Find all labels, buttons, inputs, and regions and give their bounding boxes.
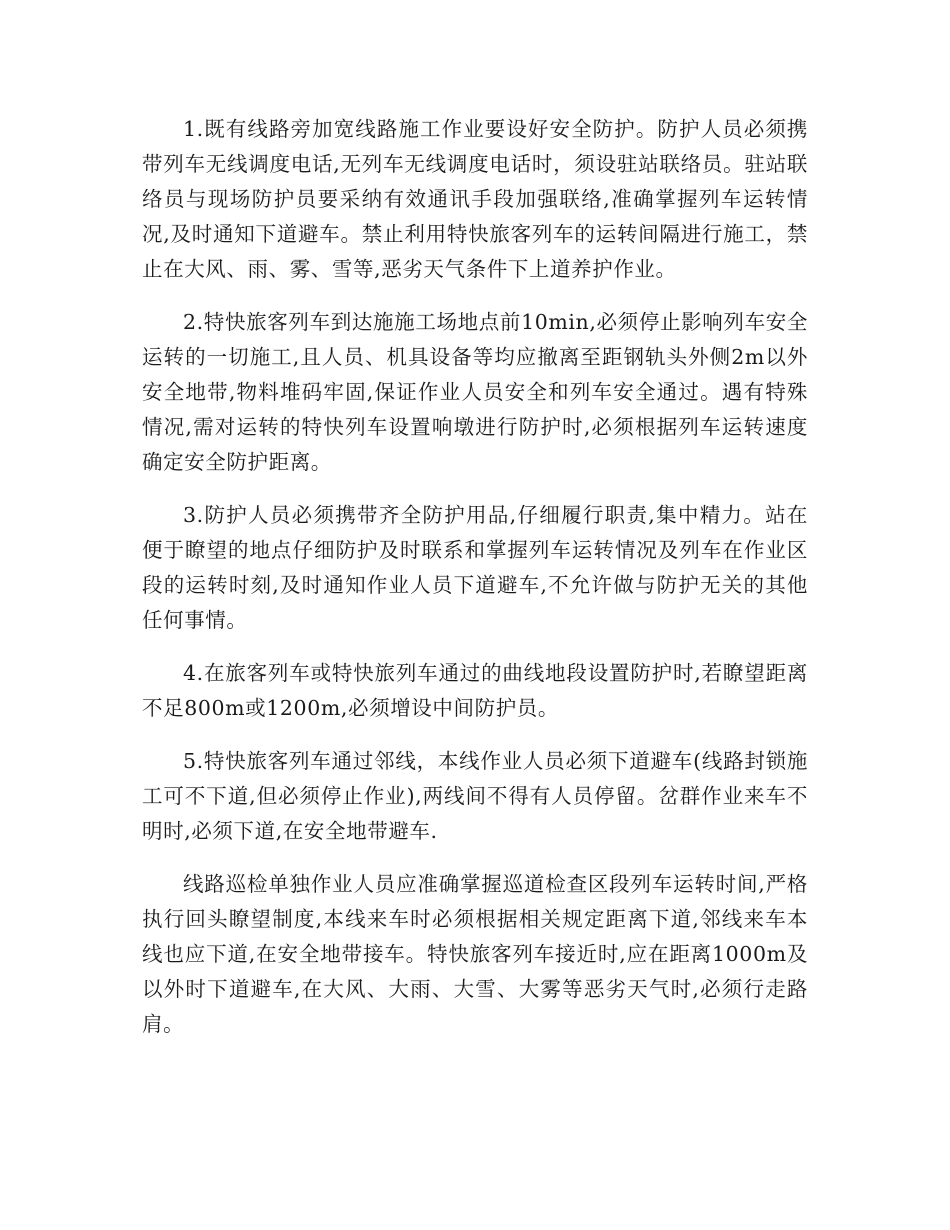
document-body: [142, 112, 808, 1060]
paragraph-5: 5.特快旅客列车通过邻线，本线作业人员必须下道避车(线路封锁施工可不下道,但必须停止作业),两线间不得有人员停留。岔群作业来车不明时,必须下道,在安全地带避车.: [142, 749, 808, 843]
paragraph-3: 3.防护人员必须携带齐全防护用品,仔细履行职责,集中精力。站在便于瞭望的地点仔细防护及时联系和掌握列车运转情况及列车在作业区段的运转时刻,及时通知作业人员下道避车,不允许做与防护无关的其他任何事情。: [142, 503, 808, 632]
paragraph-4: 4.在旅客列车或特快旅列车通过的曲线地段设置防护时,若瞭望距离不足800m或1200m,必须增设中间防护员。: [142, 661, 808, 720]
paragraph-1: 1.既有线路旁加宽线路施工作业要设好安全防护。防护人员必须携带列车无线调度电话,无列车无线调度电话时，须设驻站联络员。驻站联络员与现场防护员要采纳有效通讯手段加强联络,准确掌握列车运转情况,及时通知下道避车。禁止利用特快旅客列车的运转间隔进行施工，禁止在大风、雨、雾、雪等,恶劣天气条件下上道养护作业。: [142, 117, 808, 281]
paragraph-6: 线路巡检单独作业人员应准确掌握巡道检查区段列车运转时间,严格执行回头瞭望制度,本线来车时必须根据相关规定距离下道,邻线来车本线也应下道,在安全地带接车。特快旅客列车接近时,应在距离1000m及以外时下道避车,在大风、大雨、大雪、大雾等恶劣天气时,必须行走路肩。: [142, 872, 808, 1036]
paragraph-2: 2.特快旅客列车到达施施工场地点前10min,必须停止影响列车安全运转的一切施工,且人员、机具设备等均应撤离至距钢轨头外侧2m以外安全地带,物料堆码牢固,保证作业人员安全和列车安全通过。遇有特殊情况,需对运转的特快列车设置响墩进行防护时,必须根据列车运转速度确定安全防护距离。: [142, 310, 808, 474]
